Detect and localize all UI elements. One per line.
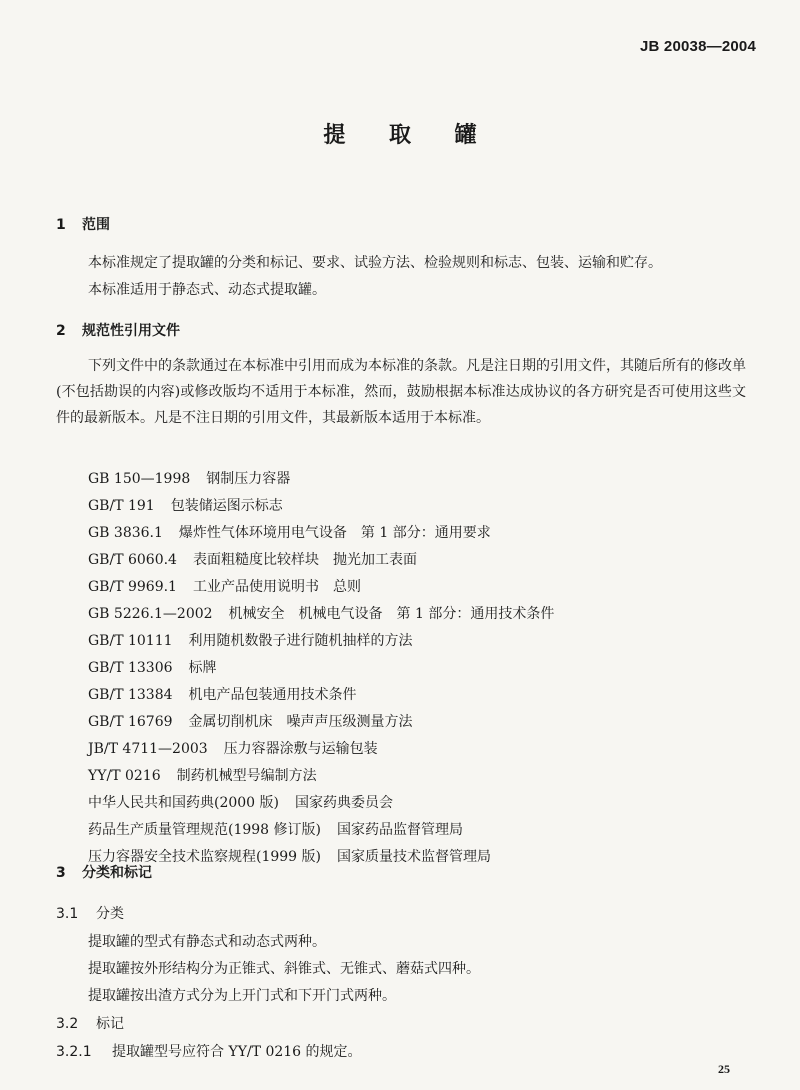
reference-item [88,520,554,547]
section-title: 分类和标记 [82,865,152,881]
reference-name: 爆炸性气体环境用电气设备 第 1 部分：通用要求 [178,525,491,541]
reference-item [88,790,554,817]
reference-name: 金属切削机床 噪声声压级测量方法 [188,714,413,730]
reference-code: GB/T 10111 [88,633,173,649]
reference-item [88,493,554,520]
reference-item [88,601,554,628]
reference-item [88,655,554,682]
subsection-title: 分类 [96,906,124,922]
reference-item [88,763,554,790]
reference-code: 压力容器安全技术监察规程(1999 版) [88,849,322,865]
reference-list [88,466,554,871]
scope-line-1: 本标准规定了提取罐的分类和标记、要求、试验方法、检验规则和标志、包装、运输和贮存。 [88,255,662,271]
reference-code: GB/T 191 [88,498,155,514]
reference-code: GB/T 6060.4 [88,552,177,568]
reference-code: GB 5226.1—2002 [88,606,213,622]
reference-item [88,628,554,655]
normative-references-paragraph: 下列文件中的条款通过在本标准中引用而成为本标准的条款。凡是注日期的引用文件，其随后所有的修改单(不包括勘误的内容)或修改版均不适用于本标准，然而，鼓励根据本标准达成协议的各方研究是否可使用这些文件的最新版本。凡是不注日期的引用文件，其最新版本适用于本标准。 [56,358,746,426]
section-1-heading [56,214,110,234]
reference-code: GB/T 9969.1 [88,579,177,595]
subsection-number: 3.1 [56,906,79,922]
scope-line-2: 本标准适用于静态式、动态式提取罐。 [88,282,326,298]
reference-item [88,817,554,844]
subsection-3-1-heading [56,903,124,923]
clause-3-2-1 [56,1041,362,1061]
subsection-title: 标记 [96,1016,124,1032]
reference-name: 表面粗糙度比较样块 抛光加工表面 [192,552,417,568]
reference-name: 机械安全 机械电气设备 第 1 部分：通用技术条件 [228,606,555,622]
section-number: 2 [56,323,66,339]
section-number: 3 [56,865,66,881]
reference-item [88,466,554,493]
reference-name: 包装储运图示标志 [170,498,283,514]
reference-code: GB 3836.1 [88,525,163,541]
standard-code: JB 20038—2004 [639,38,756,55]
classification-line-3: 提取罐按出渣方式分为上开门式和下开门式两种。 [88,988,396,1004]
subsection-3-2-heading [56,1013,124,1033]
clause-text: 提取罐型号应符合 YY/T 0216 的规定。 [112,1044,362,1060]
reference-item [88,682,554,709]
document-title: 提 取 罐 [323,122,495,148]
classification-line-1: 提取罐的型式有静态式和动态式两种。 [88,934,326,950]
section-number: 1 [56,217,66,233]
section-2-heading [56,320,180,340]
section-title: 规范性引用文件 [82,323,180,339]
reference-code: 药品生产质量管理规范(1998 修订版) [88,822,322,838]
reference-code: GB/T 13384 [88,687,173,703]
reference-name: 压力容器涂敷与运输包装 [223,741,378,757]
reference-code: YY/T 0216 [88,768,161,784]
reference-code: GB/T 13306 [88,660,173,676]
reference-name: 国家质量技术监督管理局 [337,849,492,865]
reference-item [88,574,554,601]
section-title: 范围 [82,217,110,233]
reference-name: 工业产品使用说明书 总则 [192,579,361,595]
reference-item [88,844,554,871]
subsection-number: 3.2 [56,1016,79,1032]
reference-name: 国家药典委员会 [295,795,394,811]
clause-number: 3.2.1 [56,1044,92,1060]
classification-line-2: 提取罐按外形结构分为正锥式、斜锥式、无锥式、蘑菇式四种。 [88,961,480,977]
section-3-heading [56,862,152,882]
page-number: 25 [718,1062,730,1076]
reference-name: 标牌 [188,660,217,676]
reference-item [88,709,554,736]
reference-code: 中华人民共和国药典(2000 版) [88,795,280,811]
reference-code: GB/T 16769 [88,714,173,730]
reference-name: 国家药品监督管理局 [337,822,464,838]
reference-name: 利用随机数骰子进行随机抽样的方法 [188,633,413,649]
reference-item [88,547,554,574]
reference-name: 钢制压力容器 [206,471,291,487]
reference-name: 机电产品包装通用技术条件 [188,687,357,703]
reference-name: 制药机械型号编制方法 [176,768,317,784]
reference-item [88,736,554,763]
reference-code: GB 150—1998 [88,471,191,487]
reference-code: JB/T 4711—2003 [88,741,208,757]
